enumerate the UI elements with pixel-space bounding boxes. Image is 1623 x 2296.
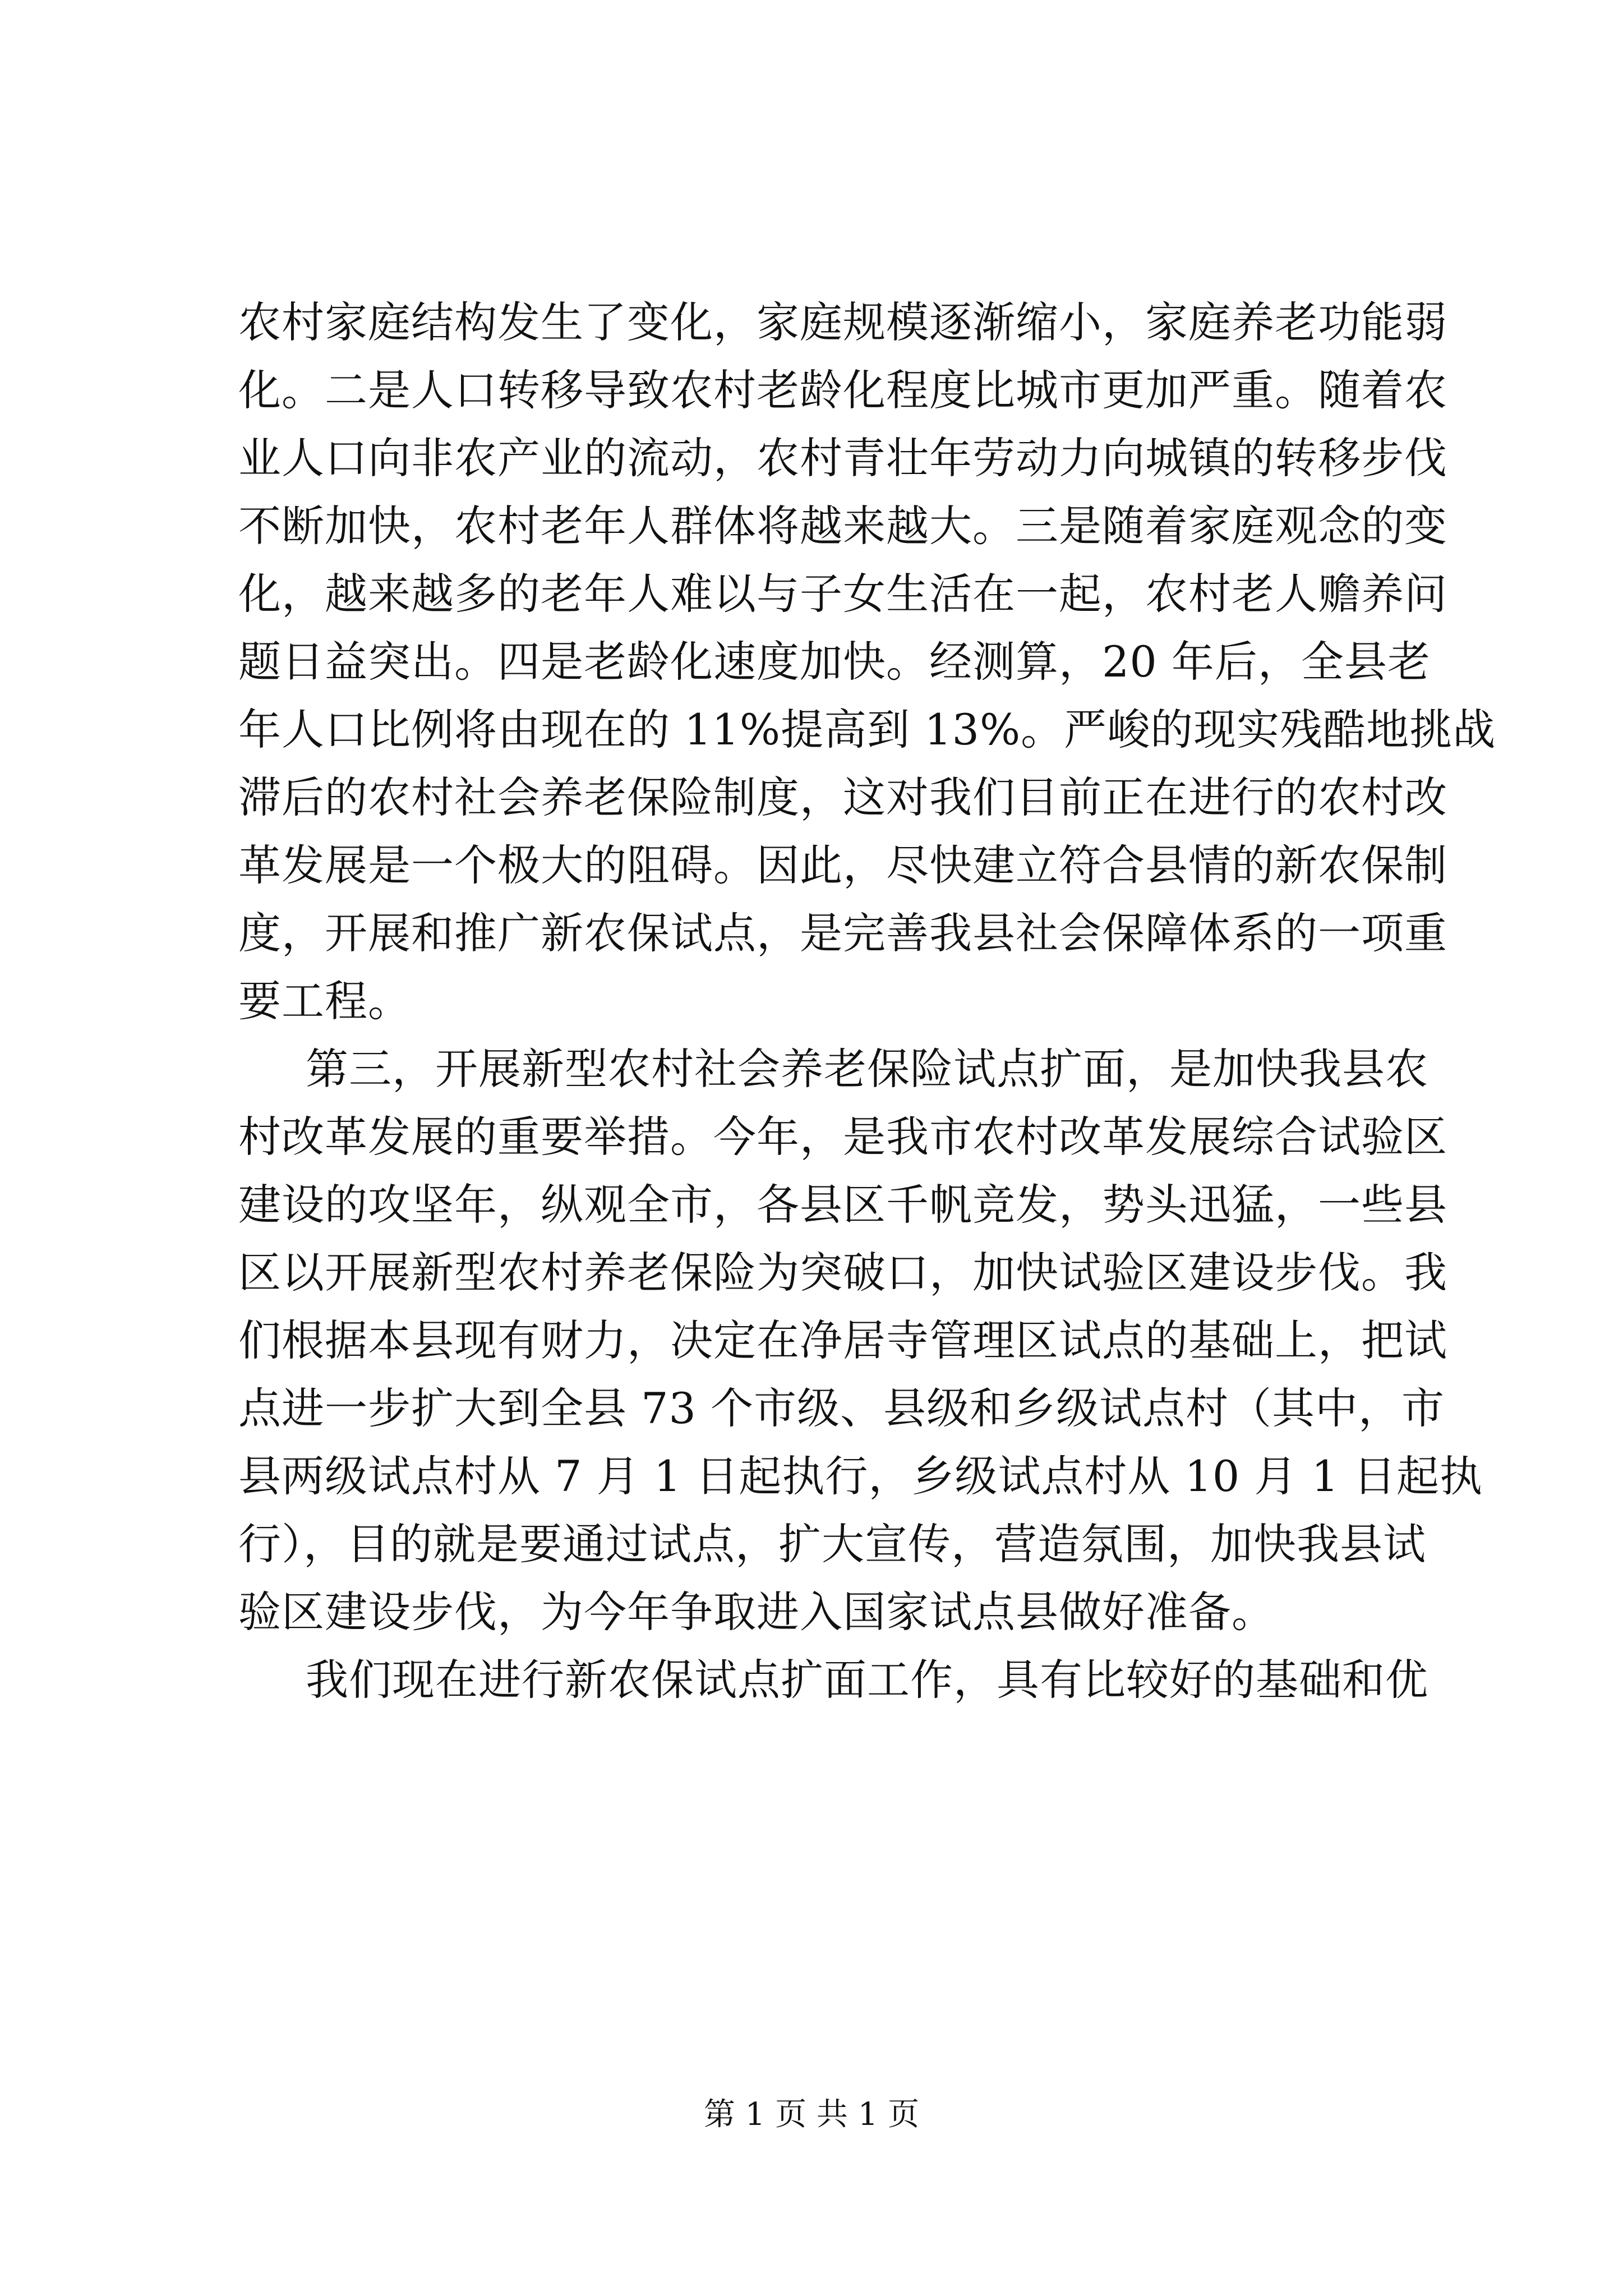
text-line: 们根据本县现有财力，决定在净居寺管理区试点的基础上，把试	[238, 1315, 1447, 1365]
text-line: 滞后的农村社会养老保险制度，这对我们目前正在进行的农村改	[238, 772, 1447, 822]
paragraph-first-line: 第三，开展新型农村社会养老保险试点扩面，是加快我县农	[306, 1044, 1428, 1094]
text-line: 村改革发展的重要举措。今年，是我市农村改革发展综合试验区	[238, 1112, 1447, 1162]
text-line: 不断加快，农村老年人群体将越来越大。三是随着家庭观念的变	[238, 501, 1447, 551]
text-line: 化。二是人口转移导致农村老龄化程度比城市更加严重。随着农	[238, 365, 1447, 415]
text-line: 革发展是一个极大的阻碍。因此，尽快建立符合县情的新农保制	[238, 840, 1447, 890]
text-line: 县两级试点村从 7 月 1 日起执行，乡级试点村从 10 月 1 日起执	[238, 1451, 1483, 1501]
text-line: 点进一步扩大到全县 73 个市级、县级和乡级试点村（其中，市	[238, 1383, 1445, 1433]
page-footer: 第 1 页 共 1 页	[703, 2096, 920, 2133]
text-line: 农村家庭结构发生了变化，家庭规模逐渐缩小，家庭养老功能弱	[238, 297, 1447, 347]
text-line: 化，越来越多的老年人难以与子女生活在一起，农村老人赡养问	[238, 569, 1447, 619]
paragraph-first-line: 我们现在进行新农保试点扩面工作，具有比较好的基础和优	[306, 1655, 1428, 1705]
text-line: 验区建设步伐，为今年争取进入国家试点县做好准备。	[238, 1587, 1275, 1637]
text-line: 度，开展和推广新农保试点，是完善我县社会保障体系的一项重	[238, 908, 1447, 958]
text-line: 业人口向非农产业的流动，农村青壮年劳动力向城镇的转移步伐	[238, 433, 1447, 483]
text-line: 题日益突出。四是老龄化速度加快。经测算，20 年后，全县老	[238, 637, 1431, 687]
text-line: 年人口比例将由现在的 11%提高到 13%。严峻的现实残酷地挑战	[238, 705, 1496, 754]
text-line: 要工程。	[238, 976, 411, 1026]
text-line: 行），目的就是要通过试点，扩大宣传，营造氛围，加快我县试	[238, 1519, 1426, 1569]
text-line: 区以开展新型农村养老保险为突破口，加快试验区建设步伐。我	[238, 1248, 1447, 1297]
text-line: 建设的攻坚年，纵观全市，各县区千帆竞发，势头迅猛，一些县	[238, 1180, 1447, 1230]
